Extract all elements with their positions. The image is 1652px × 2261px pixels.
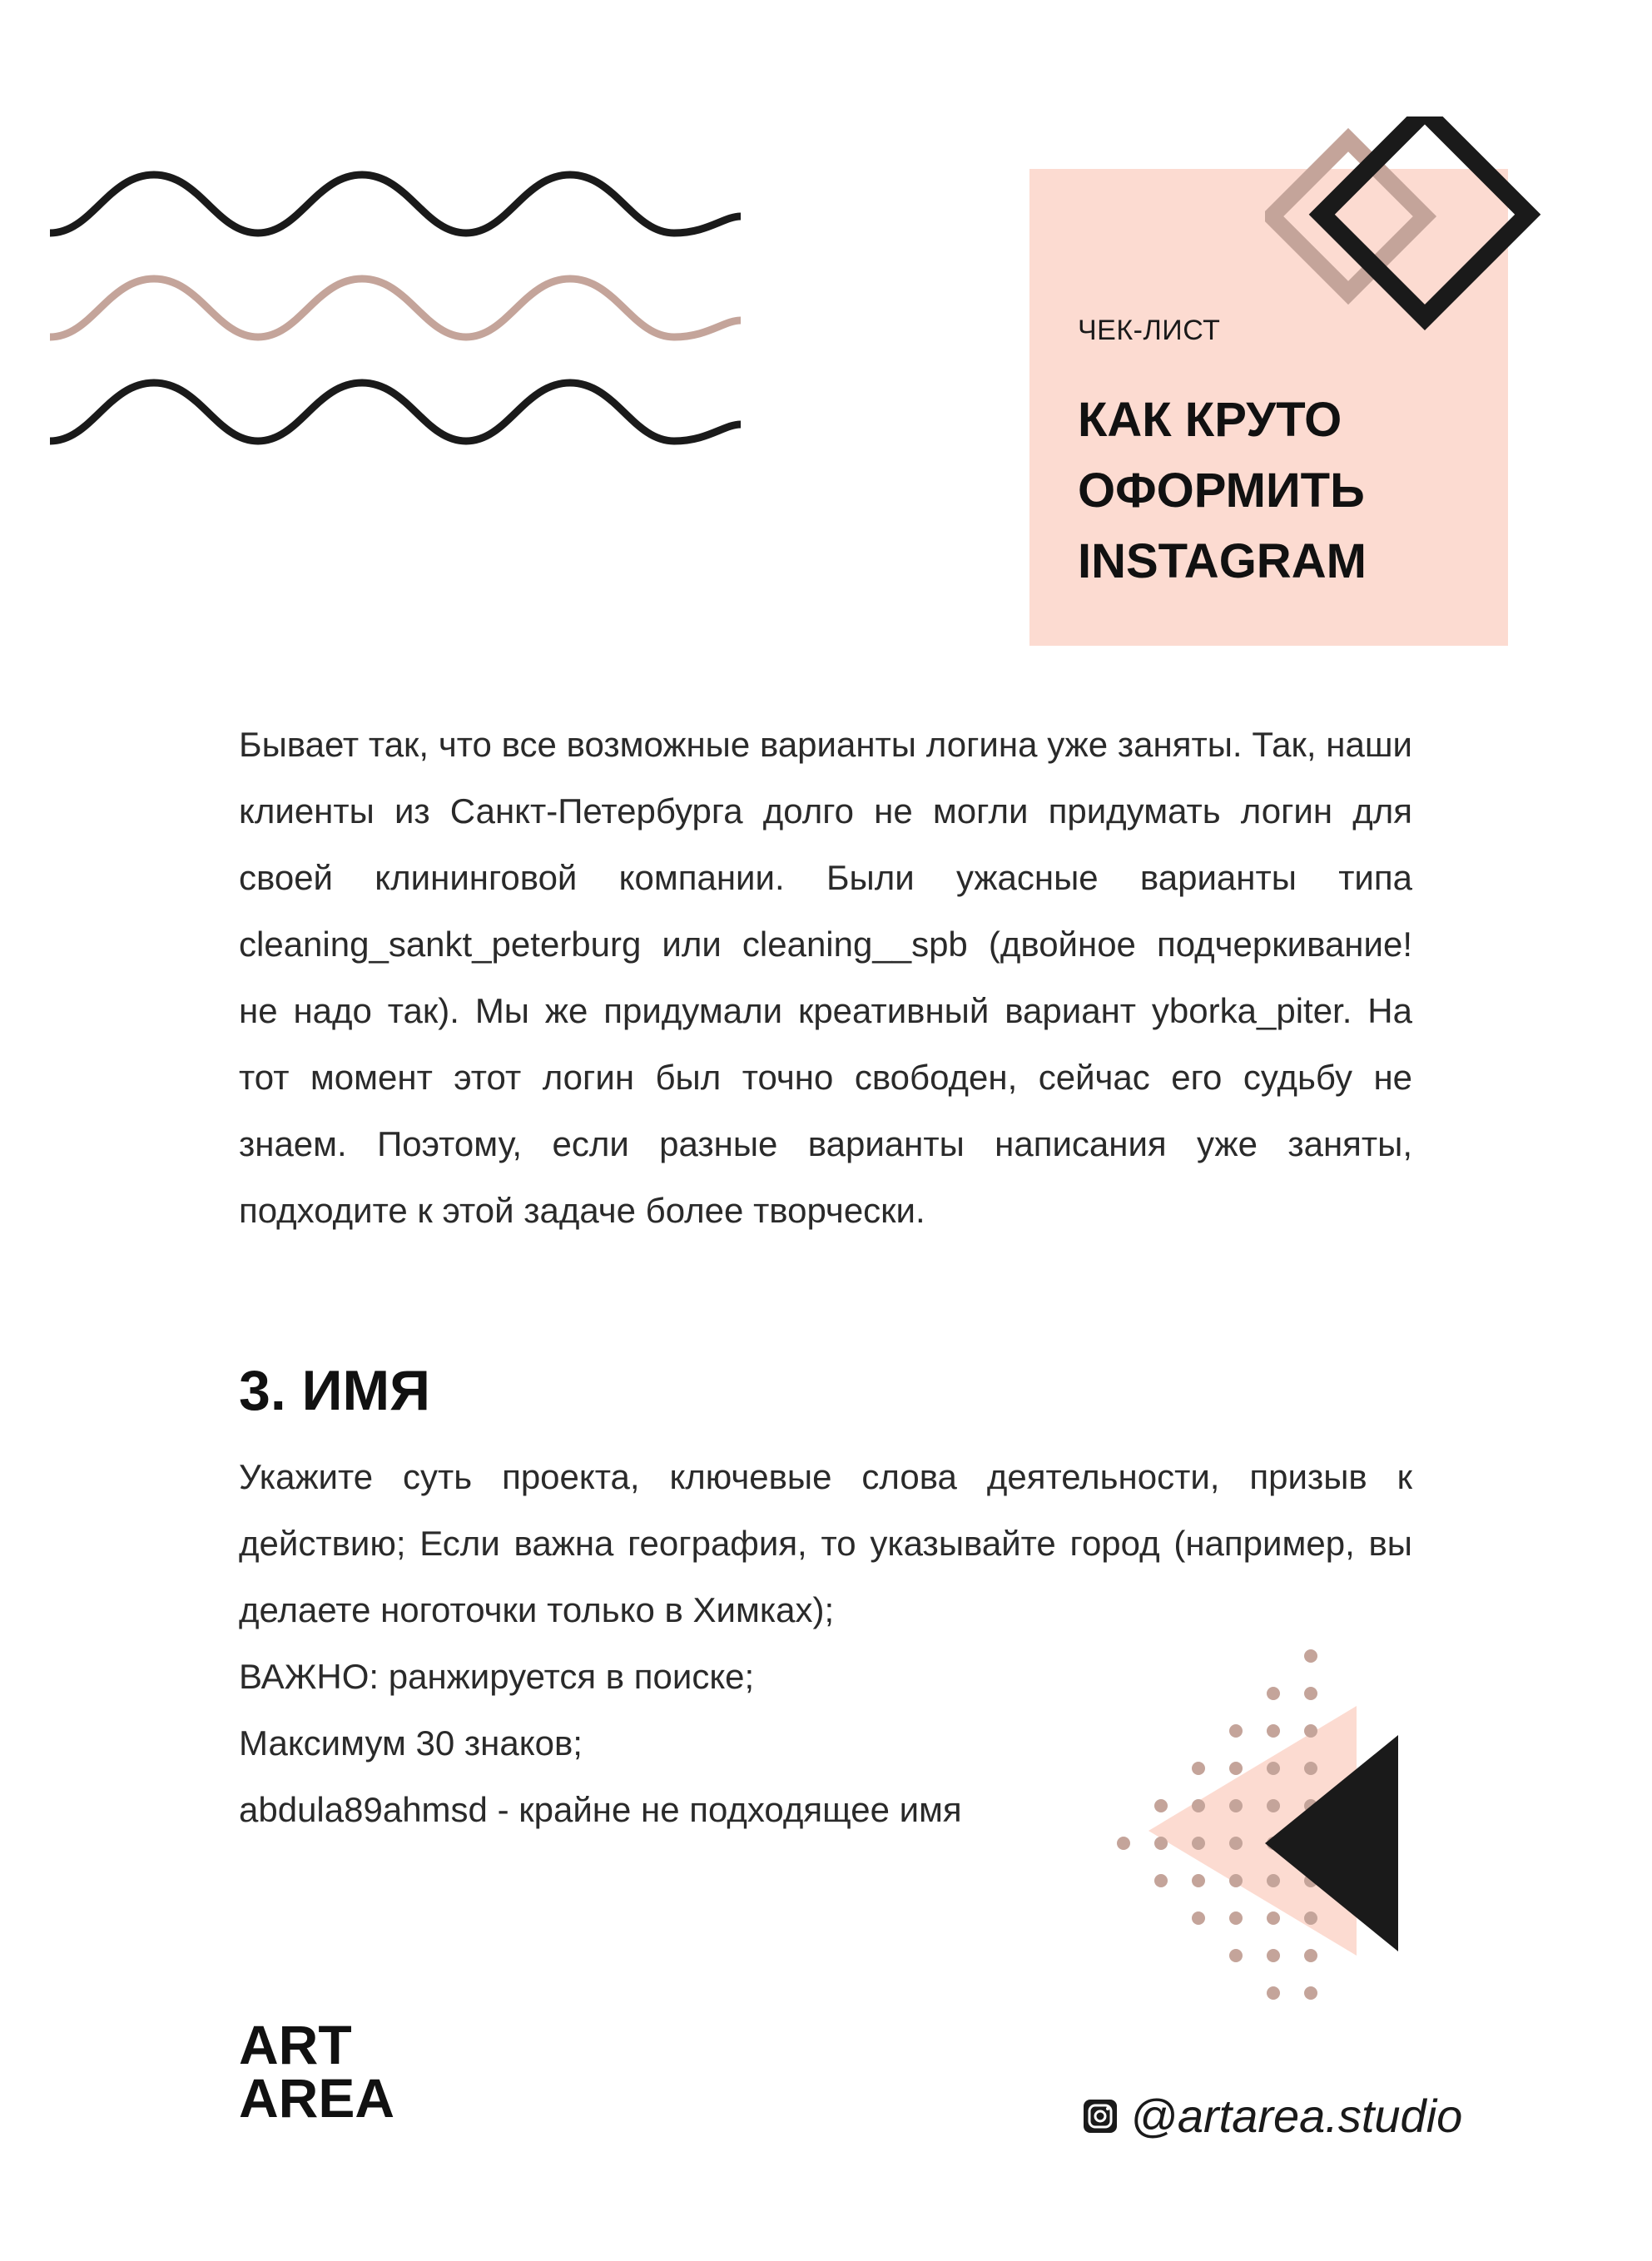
triangle-dots-decoration — [1099, 1644, 1415, 2018]
intro-paragraph: Бывает так, что все возможные варианты логина уже заняты. Так, наши клиенты из Санкт-Петербурга долго не могли придумать логин для своей клининговой компании. Были ужасные варианты типа cleaning_sankt_peterburg или cleaning__spb (двойное подчеркивание! не надо так). Мы же придумали креативный вариант yborka_piter. На тот момент этот логин был точно свободен, сейчас его судьбу не знаем. Поэтому, если разные варианты написания уже заняты, подходите к этой задаче более творчески. — [239, 725, 1412, 1230]
page-title — [1078, 384, 1494, 597]
wave-line-middle — [50, 279, 741, 337]
list-item: ВАЖНО: ранжируется в поиске; — [239, 1657, 755, 1696]
list-item: Укажите суть проекта, ключевые слова деятельности, призыв к действию; Если важна география, то указывайте город (например, вы делаете ноготочки только в Химках); — [239, 1457, 1412, 1629]
title-line: INSTAGRAM — [1078, 534, 1367, 588]
logo-line: ART — [239, 2014, 352, 2075]
list-item: Максимум 30 знаков; — [239, 1723, 583, 1763]
handle-text: @artarea.studio — [1130, 2090, 1463, 2142]
title-line: КАК КРУТО — [1078, 393, 1342, 447]
instagram-icon — [1082, 2098, 1119, 2135]
wave-decoration — [50, 158, 741, 466]
checklist-label: ЧЕК-ЛИСТ — [1078, 315, 1221, 346]
logo-line: AREA — [239, 2067, 395, 2129]
wave-line-top — [50, 175, 741, 233]
list-item: abdula89ahmsd - крайне не подходящее имя — [239, 1790, 962, 1829]
art-area-logo — [239, 2014, 395, 2129]
diamonds-icon — [1265, 117, 1548, 350]
section-heading: 3. ИМЯ — [239, 1359, 430, 1422]
instagram-handle[interactable] — [1082, 2089, 1462, 2143]
title-line: ОФОРМИТЬ — [1078, 464, 1365, 518]
wave-line-bottom — [50, 383, 741, 441]
